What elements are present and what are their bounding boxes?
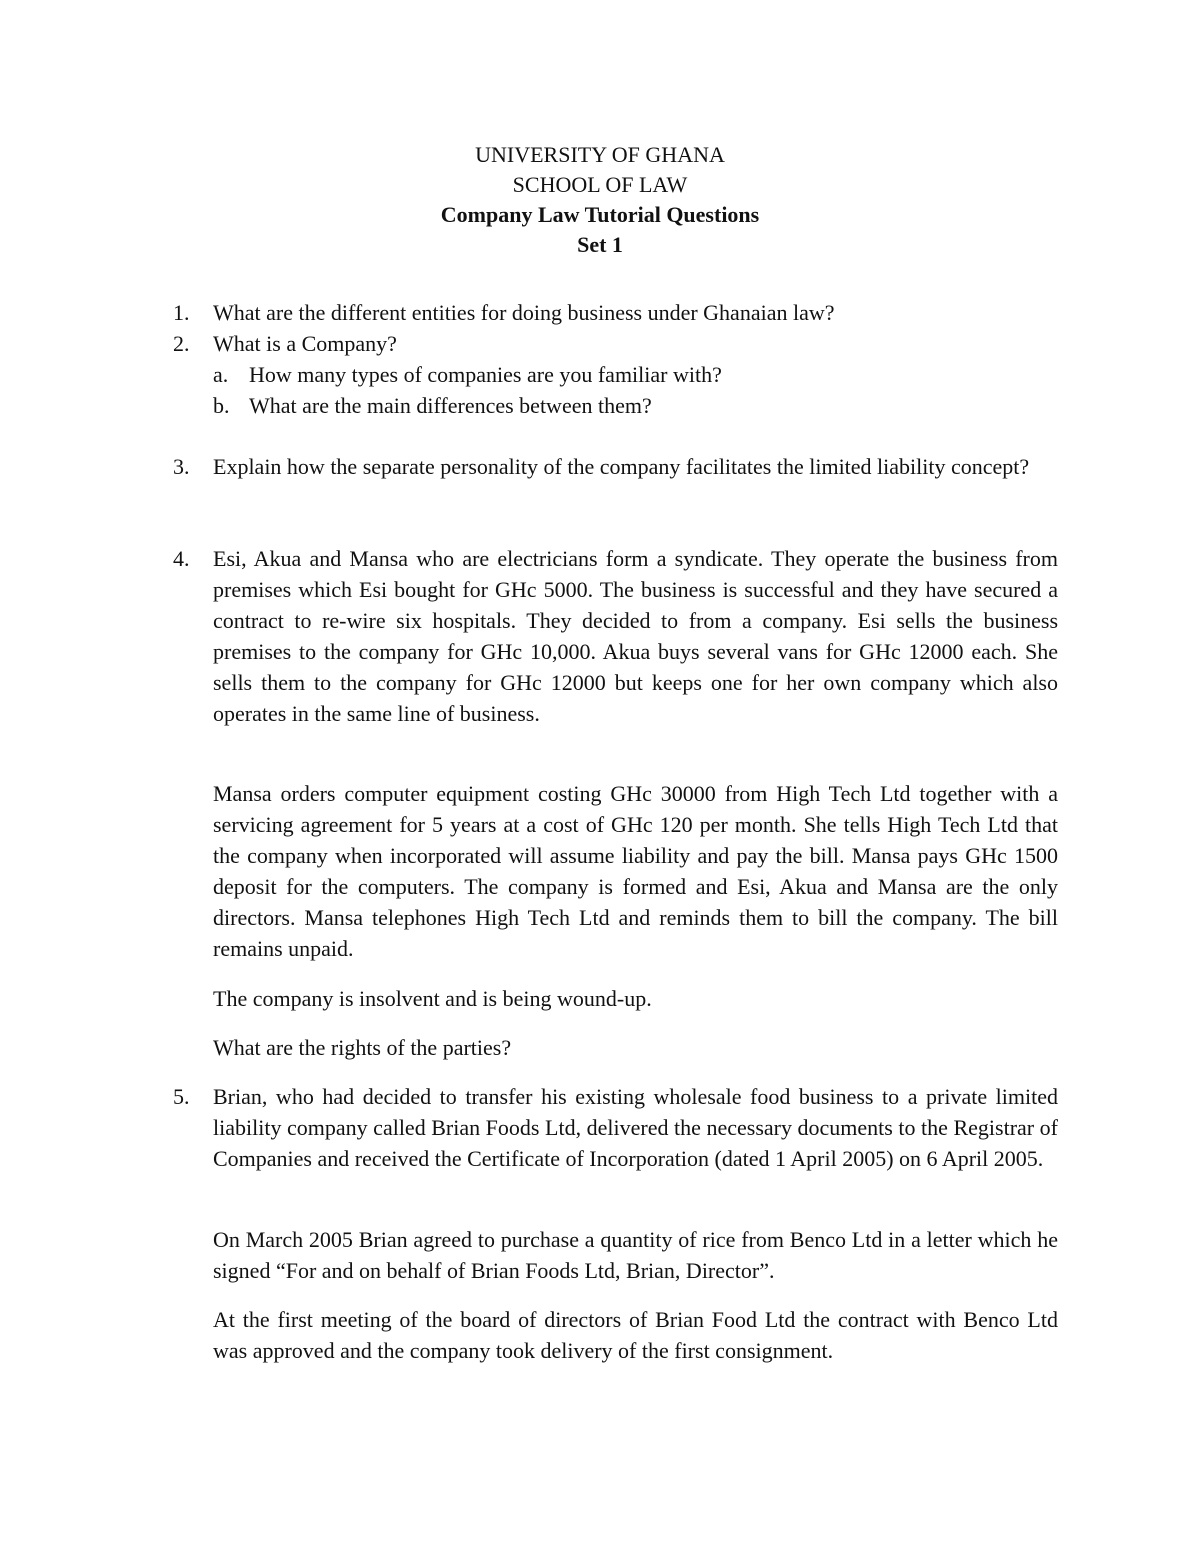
question-3 <box>173 451 1058 482</box>
question-text: What are the different entities for doing business under Ghanaian law? <box>213 300 835 325</box>
question-text: What is a Company? <box>213 331 397 356</box>
question-number: 2. <box>173 331 190 356</box>
school-name: SCHOOL OF LAW <box>512 172 688 197</box>
question-4-prompt: What are the rights of the parties? <box>213 1035 512 1060</box>
question-4-paragraph: The company is insolvent and is being wound-up. <box>213 986 652 1011</box>
sub-text: How many types of companies are you familiar with? <box>249 362 722 387</box>
question-5-paragraph: On March 2005 Brian agreed to purchase a quantity of rice from Benco Ltd in a letter which he signed “For and on behalf of Brian Foods Ltd, Brian, Director”. <box>213 1227 1058 1283</box>
question-5 <box>173 1081 1058 1174</box>
question-2a <box>213 359 722 390</box>
question-2 <box>173 328 1058 359</box>
sub-letter: a. <box>213 362 229 387</box>
question-number: 3. <box>173 454 190 479</box>
question-1 <box>173 297 1058 328</box>
question-text: Brian, who had decided to transfer his existing wholesale food business to a private limited liability company called Brian Foods Ltd, delivered the necessary documents to the Registrar of Companies and received the Certificate of Incorporation (dated 1 April 2005) on 6 April 2005. <box>213 1084 1058 1171</box>
question-text: Explain how the separate personality of the company facilitates the limited liability concept? <box>213 454 1030 479</box>
university-name: UNIVERSITY OF GHANA <box>475 142 725 167</box>
question-4 <box>173 543 1058 729</box>
sub-text: What are the main differences between them? <box>249 393 652 418</box>
set-label: Set 1 <box>577 232 623 257</box>
sub-letter: b. <box>213 393 230 418</box>
course-title: Company Law Tutorial Questions <box>440 202 760 227</box>
question-text: Esi, Akua and Mansa who are electricians form a syndicate. They operate the business from premises which Esi bought for GHc 5000. The business is successful and they have secured a contract to re-wire six hospitals. They decided to from a company. Esi sells the business premises to the company for GHc 10,000. Akua buys several vans for GHc 12000 each. She sells them to the company for GHc 12000 but keeps one for her own company which also operates in the same line of business. <box>213 546 1058 726</box>
question-5-paragraph: At the first meeting of the board of directors of Brian Food Ltd the contract with Benco Ltd was approved and the company took delivery of the first consignment. <box>213 1307 1058 1363</box>
question-number: 4. <box>173 546 190 571</box>
question-4-paragraph: Mansa orders computer equipment costing GHc 30000 from High Tech Ltd together with a servicing agreement for 5 years at a cost of GHc 120 per month. She tells High Tech Ltd that the company when incorporated will assume liability and pay the bill. Mansa pays GHc 1500 deposit for the computers. The company is formed and Esi, Akua and Mansa are the only directors. Mansa telephones High Tech Ltd and reminds them to bill the company. The bill remains unpaid. <box>213 781 1058 961</box>
question-2b <box>213 390 652 421</box>
document-header <box>0 140 1200 260</box>
question-number: 5. <box>173 1084 190 1109</box>
question-number: 1. <box>173 300 190 325</box>
